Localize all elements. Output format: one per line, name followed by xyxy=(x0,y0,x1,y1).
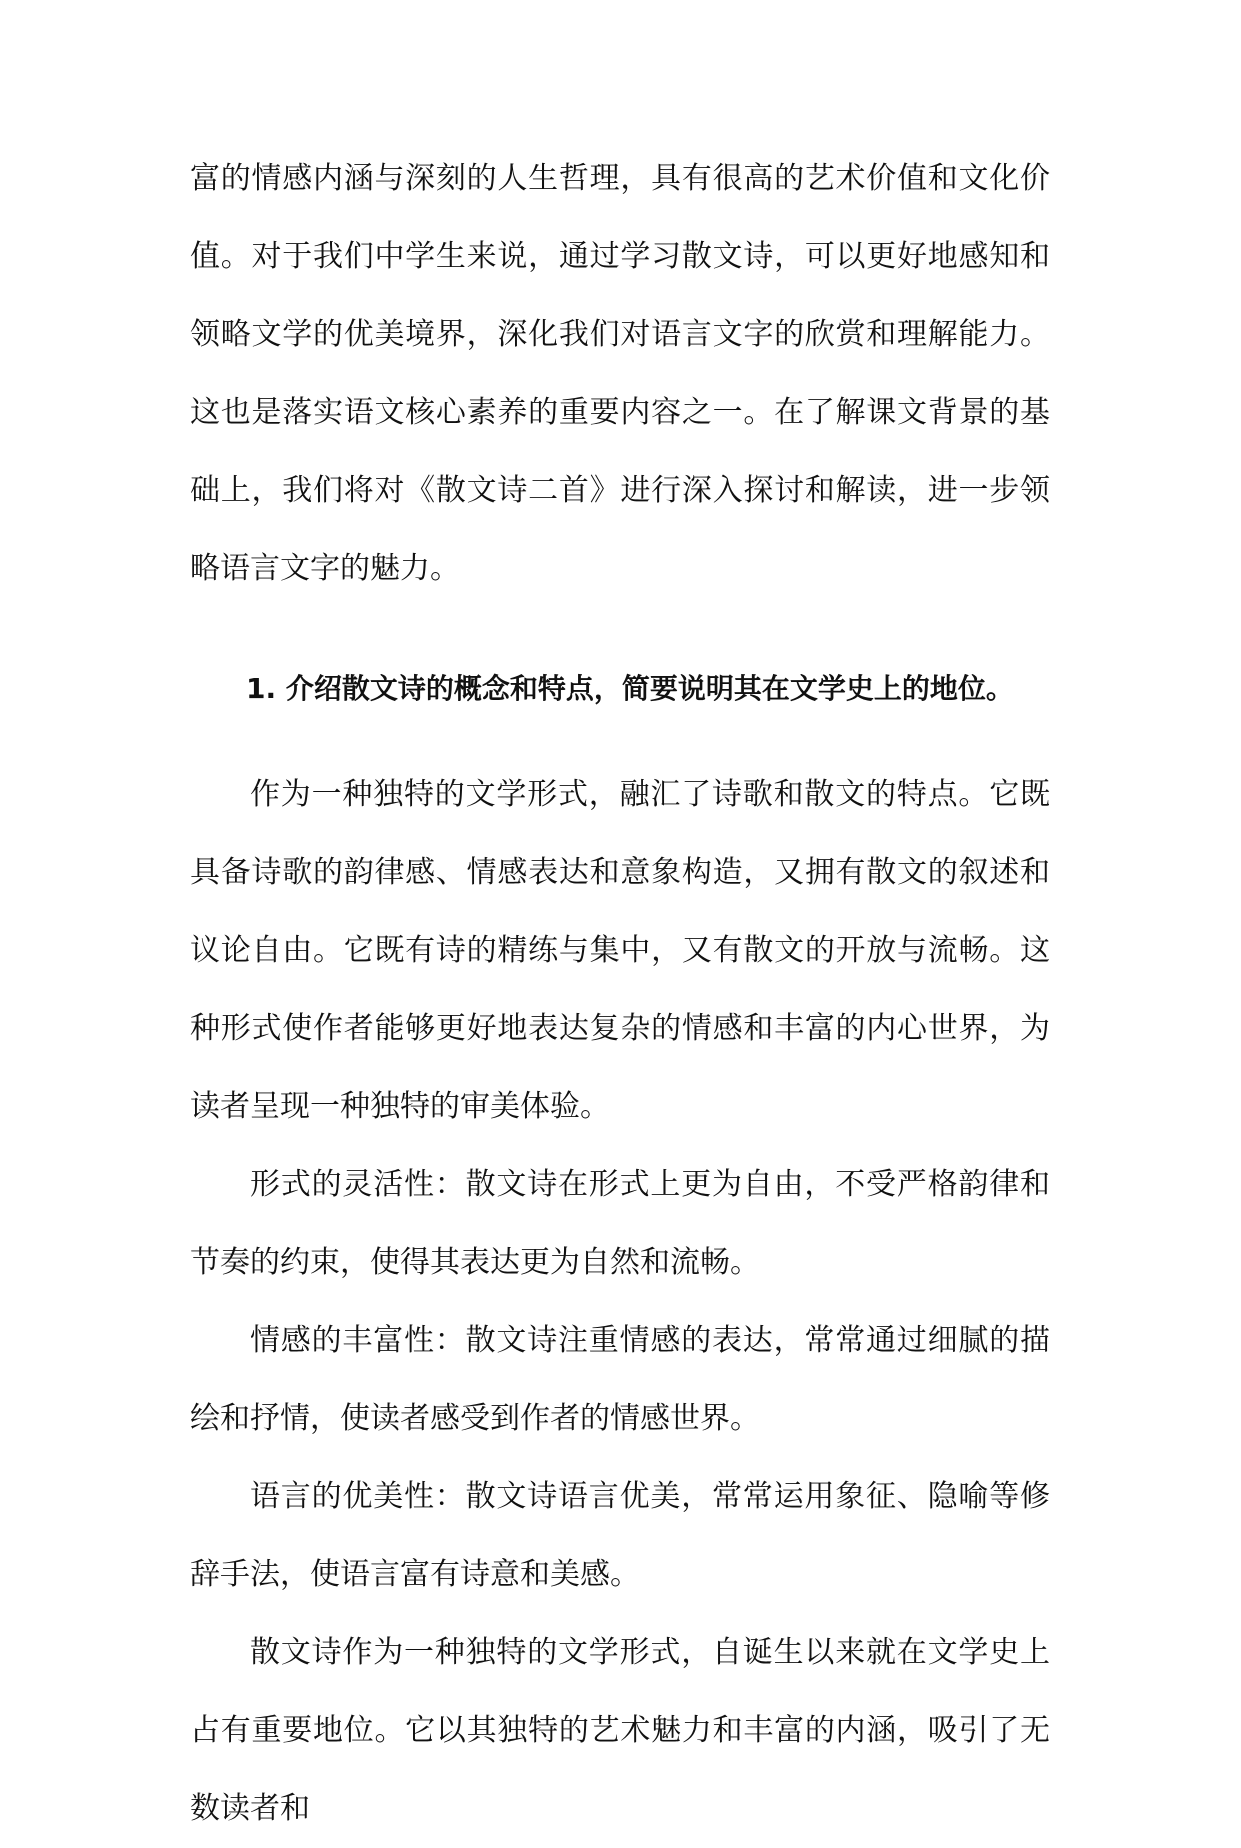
paragraph-language: 语言的优美性：散文诗语言优美，常常运用象征、隐喻等修辞手法，使语言富有诗意和美感。 xyxy=(190,1479,1050,1592)
paragraph-history: 散文诗作为一种独特的文学形式，自诞生以来就在文学史上占有重要地位。它以其独特的艺术魅力和丰富的内涵，吸引了无数读者和 xyxy=(190,1635,1050,1826)
paragraph-emotion: 情感的丰富性：散文诗注重情感的表达，常常通过细腻的描绘和抒情，使读者感受到作者的情感世界。 xyxy=(190,1323,1050,1436)
paragraph-definition: 作为一种独特的文学形式，融汇了诗歌和散文的特点。它既具备诗歌的韵律感、情感表达和意象构造，又拥有散文的叙述和议论自由。它既有诗的精练与集中，又有散文的开放与流畅。这种形式使作者能够更好地表达复杂的情感和丰富的内心世界，为读者呈现一种独特的审美体验。 xyxy=(190,777,1050,1124)
intro-paragraph: 富的情感内涵与深刻的人生哲理，具有很高的艺术价值和文化价值。对于我们中学生来说，通过学习散文诗，可以更好地感知和领略文学的优美境界，深化我们对语言文字的欣赏和理解能力。这也是落实语文核心素养的重要内容之一。在了解课文背景的基础上，我们将对《散文诗二首》进行深入探讨和解读，进一步领略语言文字的魅力。 xyxy=(190,161,1050,586)
section-heading-text: 介绍散文诗的概念和特点，简要说明其在文学史上的地位。 xyxy=(285,672,1014,705)
section-number: 1. xyxy=(246,672,277,705)
paragraph-flexibility: 形式的灵活性：散文诗在形式上更为自由，不受严格韵律和节奏的约束，使得其表达更为自然和流畅。 xyxy=(190,1167,1050,1280)
section-heading xyxy=(190,650,1050,728)
document-body xyxy=(190,140,1050,1848)
